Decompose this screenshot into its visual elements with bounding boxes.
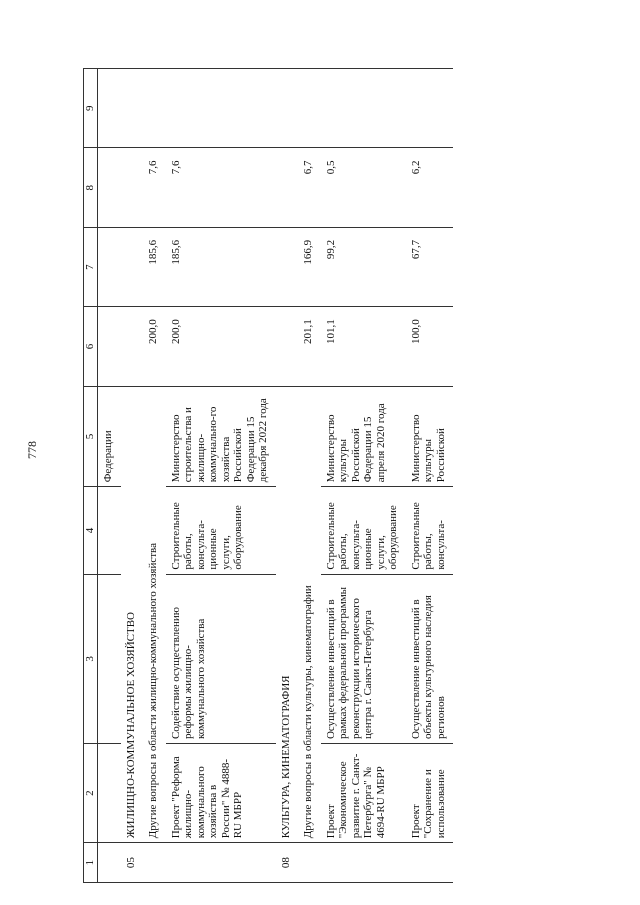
cell-value: 166,9 bbox=[298, 227, 321, 306]
cell-project: Проект "Сохранение и использование bbox=[406, 744, 454, 843]
table-row bbox=[143, 69, 166, 883]
table-row bbox=[166, 69, 276, 883]
cell-purpose: Содействие осуществлению реформы жилищно-коммунального хозяйства bbox=[166, 574, 276, 743]
cell-ministry: Министерство строительства и жилищно-коммунально-го хозяйства Российской Федерации 15 декабря 2022 года bbox=[166, 386, 276, 487]
cell-project: Проект "Экономическое развитие г. Санкт-Петербурга" № 4694-RU МБРР bbox=[321, 744, 406, 843]
cell-value: 7,6 bbox=[143, 148, 166, 227]
cell-value: 67,7 bbox=[406, 227, 454, 306]
cell-value bbox=[298, 69, 321, 148]
cell-value: 100,0 bbox=[406, 307, 454, 386]
cell-purpose: Осуществление инвестиций в рамках федеральной программы реконструкции исторического центра г. Санкт-Петербурга bbox=[321, 574, 406, 743]
cell-value: 6,2 bbox=[406, 148, 454, 227]
col-header-2: 2 bbox=[84, 744, 98, 843]
rotated-table-container bbox=[83, 68, 613, 883]
cell-value: 101,1 bbox=[321, 307, 406, 386]
col-header-6: 6 bbox=[84, 307, 98, 386]
table-row bbox=[406, 69, 454, 883]
col-header-3: 3 bbox=[84, 574, 98, 743]
col-header-5: 5 bbox=[84, 386, 98, 487]
table-row bbox=[98, 69, 121, 883]
cell-works: Строительные работы, консульта-ционные услуги, оборудование bbox=[166, 487, 276, 574]
section-title: КУЛЬТУРА, КИНЕМАТОГРАФИЯ bbox=[276, 386, 299, 843]
col-header-4: 4 bbox=[84, 487, 98, 574]
cell-value: 200,0 bbox=[143, 307, 166, 386]
column-number-row bbox=[84, 69, 98, 883]
budget-table bbox=[83, 68, 453, 883]
cell-code: 05 bbox=[121, 843, 144, 883]
subsection-title: Другие вопросы в области культуры, кинематографии bbox=[298, 386, 321, 843]
table-row bbox=[321, 69, 406, 883]
col-header-1: 1 bbox=[84, 843, 98, 883]
cell-value: 201,1 bbox=[298, 307, 321, 386]
cell-ministry: Федерации bbox=[98, 386, 121, 487]
cell-value: 99,2 bbox=[321, 227, 406, 306]
cell-value bbox=[143, 69, 166, 148]
cell-code bbox=[98, 843, 121, 883]
cell-works: Строительные работы, консульта-ционные услуги, оборудование bbox=[321, 487, 406, 574]
table-row bbox=[121, 69, 144, 883]
section-title: ЖИЛИЩНО-КОММУНАЛЬНОЕ ХОЗЯЙСТВО bbox=[121, 386, 144, 843]
page-number: 778 bbox=[25, 441, 39, 459]
cell-value: 185,6 bbox=[166, 227, 276, 306]
table-row bbox=[276, 69, 299, 883]
cell-value: 6,7 bbox=[298, 148, 321, 227]
cell-value: 7,6 bbox=[166, 148, 276, 227]
cell-purpose: Осуществление инвестиций в объекты культурного наследия регионов bbox=[406, 574, 454, 743]
cell-project: Проект "Реформа жилищно-коммунального хозяйства в России" № 4888-RU МБРР bbox=[166, 744, 276, 843]
cell-value: 200,0 bbox=[166, 307, 276, 386]
cell-value bbox=[406, 69, 454, 148]
cell-value: 0,5 bbox=[321, 148, 406, 227]
cell-value: 185,6 bbox=[143, 227, 166, 306]
col-header-8: 8 bbox=[84, 148, 98, 227]
cell-ministry: Министерство культуры Российской bbox=[406, 386, 454, 487]
col-header-9: 9 bbox=[84, 69, 98, 148]
cell-value bbox=[166, 69, 276, 148]
subsection-title: Другие вопросы в области жилищно-коммунального хозяйства bbox=[143, 386, 166, 843]
col-header-7: 7 bbox=[84, 227, 98, 306]
table-row bbox=[298, 69, 321, 883]
cell-works: Строительные работы, консульта- bbox=[406, 487, 454, 574]
cell-value bbox=[321, 69, 406, 148]
cell-code: 08 bbox=[276, 843, 299, 883]
cell-ministry: Министерство культуры Российской Федерации 15 апреля 2020 года bbox=[321, 386, 406, 487]
